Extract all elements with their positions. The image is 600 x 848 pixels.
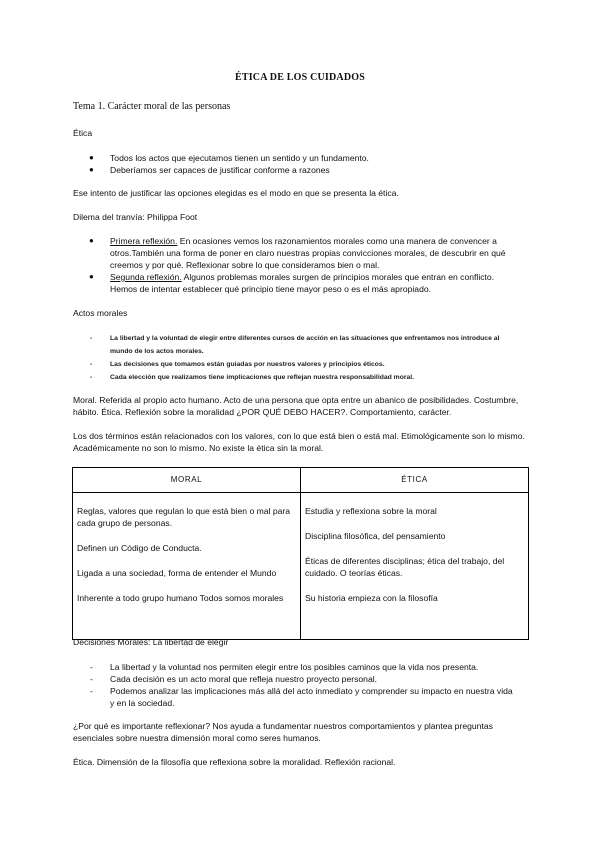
bullet-dash-icon: - <box>90 335 93 342</box>
intento-paragraph: Ese intento de justificar las opciones elegidas es el modo en que se presenta la ética. <box>73 188 399 198</box>
actos-list <box>73 332 513 384</box>
bullet-dot-icon: ● <box>89 272 94 281</box>
bullet-dot-icon: ● <box>89 153 94 162</box>
table-header-etica: ÉTICA <box>301 468 529 493</box>
reflexion-label: Segunda reflexión. <box>110 272 182 282</box>
table-row <box>73 493 529 640</box>
list-item: ● Primera reflexión. En ocasiones vemos los razonamientos morales como una manera de convencer a otros.También una forma de poner en claro nuestras propias convicciones morales, de descubrir en qué creemos y por qué. Reflexionar sobre lo que consideramos bien o mal. <box>89 236 506 270</box>
list-item: - Cada decisión es un acto moral que refleja nuestro proyecto personal. <box>90 674 378 684</box>
etica-cell: Estudia y reflexiona sobre la moral Disciplina filosófica, del pensamiento Éticas de diferentes disciplinas; ética del trabajo, del cuidado. O teorías éticas. Su historia empieza con la filosofía <box>301 493 529 640</box>
bullet-dot-icon: ● <box>89 165 94 174</box>
list-item: - Cada elección que realizamos tiene implicaciones que reflejan nuestra responsabilidad moral. <box>73 371 513 384</box>
bullet-dash-icon: - <box>90 686 93 696</box>
list-item: ● Todos los actos que ejecutamos tienen un sentido y un fundamento. <box>89 153 369 163</box>
list-item: - La libertad y la voluntad nos permiten elegir entre los posibles caminos que la vida nos presenta. <box>90 662 479 672</box>
decisiones-list <box>73 661 513 709</box>
moral-definition: Moral. Referida al propio acto humano. Acto de una persona que opta entre un abanico de posibilidades. Costumbre, hábito. Ética. Reflexión sobre la moralidad ¿POR QUÉ DEBO HACER?. Comportamiento, carácter. <box>73 395 519 417</box>
bullet-dash-icon: - <box>90 662 93 672</box>
bullet-dash-icon: - <box>90 374 93 381</box>
list-item: - La libertad y la voluntad de elegir entre diferentes cursos de acción en las situaciones que enfrentamos nos introduce al mundo de los actos morales. <box>73 332 513 358</box>
list-item: ● Deberíamos ser capaces de justificar conforme a razones <box>89 165 330 175</box>
list-item: ● Segunda reflexión. Algunos problemas morales surgen de principios morales que entran en conflicto. Hemos de intentar establecer qué principio tiene mayor peso o es el más apropiado. <box>89 272 495 294</box>
tema-heading: Tema 1. Carácter moral de las personas <box>73 101 231 112</box>
document-title: ÉTICA DE LOS CUIDADOS <box>234 72 366 83</box>
reflexiones-list <box>73 235 523 295</box>
dilema-heading: Dilema del tranvía: Philippa Foot <box>73 212 198 222</box>
reflexionar-paragraph: ¿Por qué es importante reflexionar? Nos ayuda a fundamentar nuestros comportamientos y plantea preguntas esenciales sobre nuestra dimensión moral como seres humanos. <box>73 721 493 743</box>
reflexion-label: Primera reflexión. <box>110 236 178 246</box>
terminos-paragraph: Los dos términos están relacionados con los valores, con lo que está bien o está mal. Etimológicamente son lo mismo. Académicamente no son lo mismo. No existe la ética sin la moral. <box>73 431 525 453</box>
decisiones-heading: Decisiones Morales: La libertad de elegir <box>73 637 229 647</box>
etica-final-paragraph: Ética. Dimensión de la filosofía que reflexiona sobre la moralidad. Reflexión racional. <box>73 757 396 767</box>
table-header-moral: MORAL <box>73 468 301 493</box>
comparison-table <box>72 467 529 640</box>
bullet-dash-icon: - <box>90 674 93 684</box>
list-item: - Podemos analizar las implicaciones más allá del acto inmediato y comprender su impacto en nuestra vida y en la sociedad. <box>90 686 513 708</box>
etica-heading: Ética <box>73 128 93 138</box>
actos-heading: Actos morales <box>73 308 128 318</box>
bullet-dot-icon: ● <box>89 236 94 245</box>
etica-bullet-list <box>73 152 523 176</box>
list-item: - Las decisiones que tomamos están guiadas por nuestros valores y principios éticos. <box>73 358 513 371</box>
bullet-dash-icon: - <box>90 361 93 368</box>
moral-cell: Reglas, valores que regulan lo que está bien o mal para cada grupo de personas. Definen un Código de Conducta. Ligada a una sociedad, forma de entender el Mundo Inherente a todo grupo humano Todos somos morales <box>73 493 301 640</box>
